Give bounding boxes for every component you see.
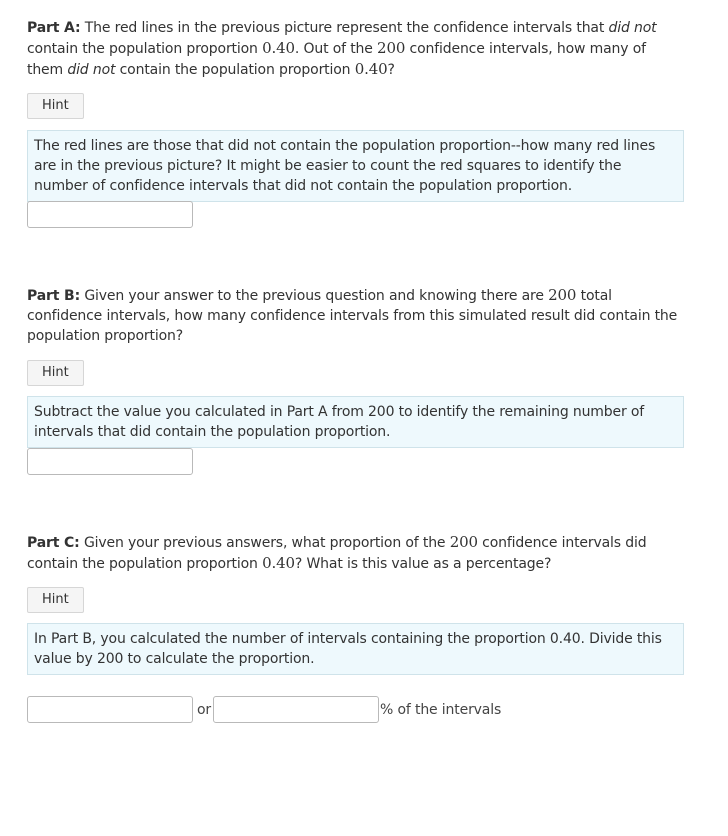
part-b-text-2: total confidence intervals, how many confidence intervals from this simulated result did contain the population proportion? [27,288,678,344]
part-a-math-3: 0.40 [354,60,388,78]
part-a-text-2: contain the population proportion [27,41,263,57]
part-c-label: Part C: [27,535,80,551]
part-a-hint-row [27,93,684,119]
part-b-hint-button[interactable]: Hint [27,360,84,386]
part-c-section [27,532,684,574]
part-a-text-4: confidence intervals, how many of them [27,41,646,78]
part-c-hint-box: In Part B, you calculated the number of intervals containing the proportion 0.40. Divide this value by 200 to calculate the proportion. [27,623,684,675]
part-c-hint-button[interactable]: Hint [27,587,84,613]
part-c-text-2: confidence intervals did contain the population proportion [27,535,647,572]
part-c-hint-row [27,587,684,613]
part-b-hint-container [27,396,684,448]
part-c-percent-suffix: % of the intervals [380,701,502,718]
part-b-math-1: 200 [548,286,577,304]
part-a-section [27,18,684,80]
part-a-question [27,18,684,80]
part-a-emphasis-1: did not [608,20,657,36]
part-b-answer-input[interactable] [27,448,193,475]
part-a-label: Part A: [27,20,81,36]
part-c-percent-input[interactable] [213,696,379,723]
part-c-text-1: Given your previous answers, what proportion of the [79,535,450,551]
part-a-math-2: 200 [377,39,406,57]
part-c-hint-container [27,623,684,675]
part-a-answer-input[interactable] [27,201,193,228]
part-c-proportion-input[interactable] [27,696,193,723]
part-a-hint-container [27,130,684,202]
part-a-hint-box: The red lines are those that did not contain the population proportion--how many red lines are in the previous picture? It might be easier to count the red squares to identify the number of confidence intervals that did not contain the population proportion. [27,130,684,202]
part-a-text-1: The red lines in the previous picture represent the confidence intervals that [80,20,609,36]
part-a-text-5: contain the population proportion [115,62,355,78]
part-c-text-3: ? What is this value as a percentage? [294,556,552,572]
part-a-math-1: 0.40 [262,39,295,57]
part-b-hint-row [27,360,684,386]
part-c-or-label: or [197,701,212,718]
part-c-math-2: 0.40 [262,554,295,572]
part-a-emphasis-2: did not [67,62,116,78]
part-c-answer-row [27,696,684,723]
part-b-answer-row [27,448,684,475]
part-a-answer-row [27,201,684,228]
part-a-text-6: ? [387,62,395,78]
part-b-section [27,285,684,346]
part-a-text-3: . Out of the [294,41,378,57]
part-a-hint-button[interactable]: Hint [27,93,84,119]
part-b-label: Part B: [27,288,81,304]
part-c-math-1: 200 [449,533,478,551]
part-b-text-1: Given your answer to the previous question and knowing there are [80,288,549,304]
part-b-hint-box: Subtract the value you calculated in Part A from 200 to identify the remaining number of intervals that did contain the population proportion. [27,396,684,448]
part-b-question [27,285,684,346]
part-c-question [27,532,684,574]
